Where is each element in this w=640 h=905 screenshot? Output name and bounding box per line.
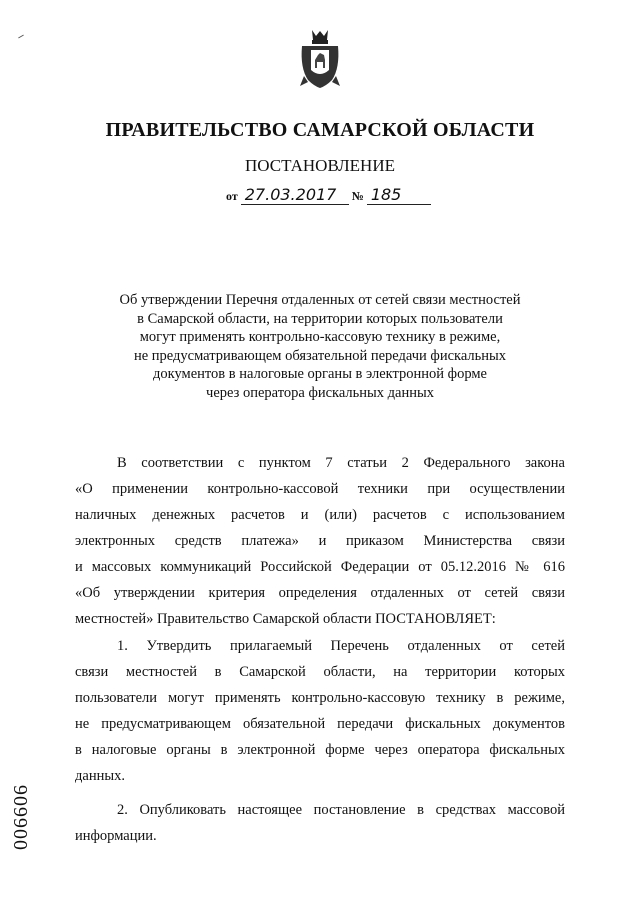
text-line: связи местностей в Самарской области, на территории которых	[75, 664, 565, 680]
preamble-paragraph	[75, 450, 565, 632]
margin-mark	[18, 35, 24, 39]
text-line: электронных средств платежа» и приказом Министерства связи	[75, 533, 565, 549]
text-line: 1. Утвердить прилагаемый Перечень отдаленных от сетей	[117, 638, 565, 654]
document-type: ПОСТАНОВЛЕНИЕ	[244, 156, 395, 175]
date-prefix: от	[226, 189, 238, 203]
text-line: «О применении контрольно-кассовой техники при осуществлении	[75, 481, 565, 497]
title-line: в Самарской области, на территории которых пользователи	[137, 310, 503, 327]
margin-serial-number: 006606	[10, 784, 32, 850]
number-prefix: №	[351, 189, 364, 203]
text-line: В соответствии с пунктом 7 статьи 2 Федерального закона	[117, 455, 565, 471]
text-line: 2. Опубликовать настоящее постановление в средствах массовой	[117, 802, 565, 818]
title-line: Об утверждении Перечня отдаленных от сетей связи местностей	[119, 292, 521, 308]
title-line: могут применять контрольно-кассовую технику в режиме,	[139, 329, 501, 346]
text-line: информации.	[75, 828, 157, 844]
title-line: не предусматривающем обязательной передачи фискальных	[133, 347, 507, 364]
document-title	[100, 291, 540, 403]
text-line: и массовых коммуникаций Российской Федерации от 05.12.2016 № 616	[75, 559, 565, 575]
samara-coat-of-arms-icon	[298, 28, 342, 90]
title-line: документов в налоговые органы в электронной форме	[153, 366, 487, 383]
clause-2-paragraph	[75, 797, 565, 849]
date-value: 27.03.2017	[241, 186, 349, 205]
text-line: в налоговые органы в электронной форме через оператора фискальных	[75, 742, 565, 758]
government-name: ПРАВИТЕЛЬСТВО САМАРСКОЙ ОБЛАСТИ	[105, 119, 535, 141]
text-line: данных.	[75, 768, 125, 784]
clause-1-paragraph	[75, 633, 565, 789]
number-value: 185	[367, 186, 431, 205]
text-line: «Об утверждении критерия определения отдаленных от сетей связи	[75, 585, 565, 601]
text-line: наличных денежных расчетов и (или) расчетов с использованием	[75, 507, 565, 523]
text-line: местностей» Правительство Самарской области ПОСТАНОВЛЯЕТ:	[75, 611, 496, 627]
title-line: через оператора фискальных данных	[206, 384, 434, 401]
text-line: пользователи могут применять контрольно-кассовую технику в режиме,	[75, 690, 565, 706]
date-number-line	[226, 186, 431, 205]
text-line: не предусматривающем обязательной передачи фискальных документов	[75, 716, 565, 732]
